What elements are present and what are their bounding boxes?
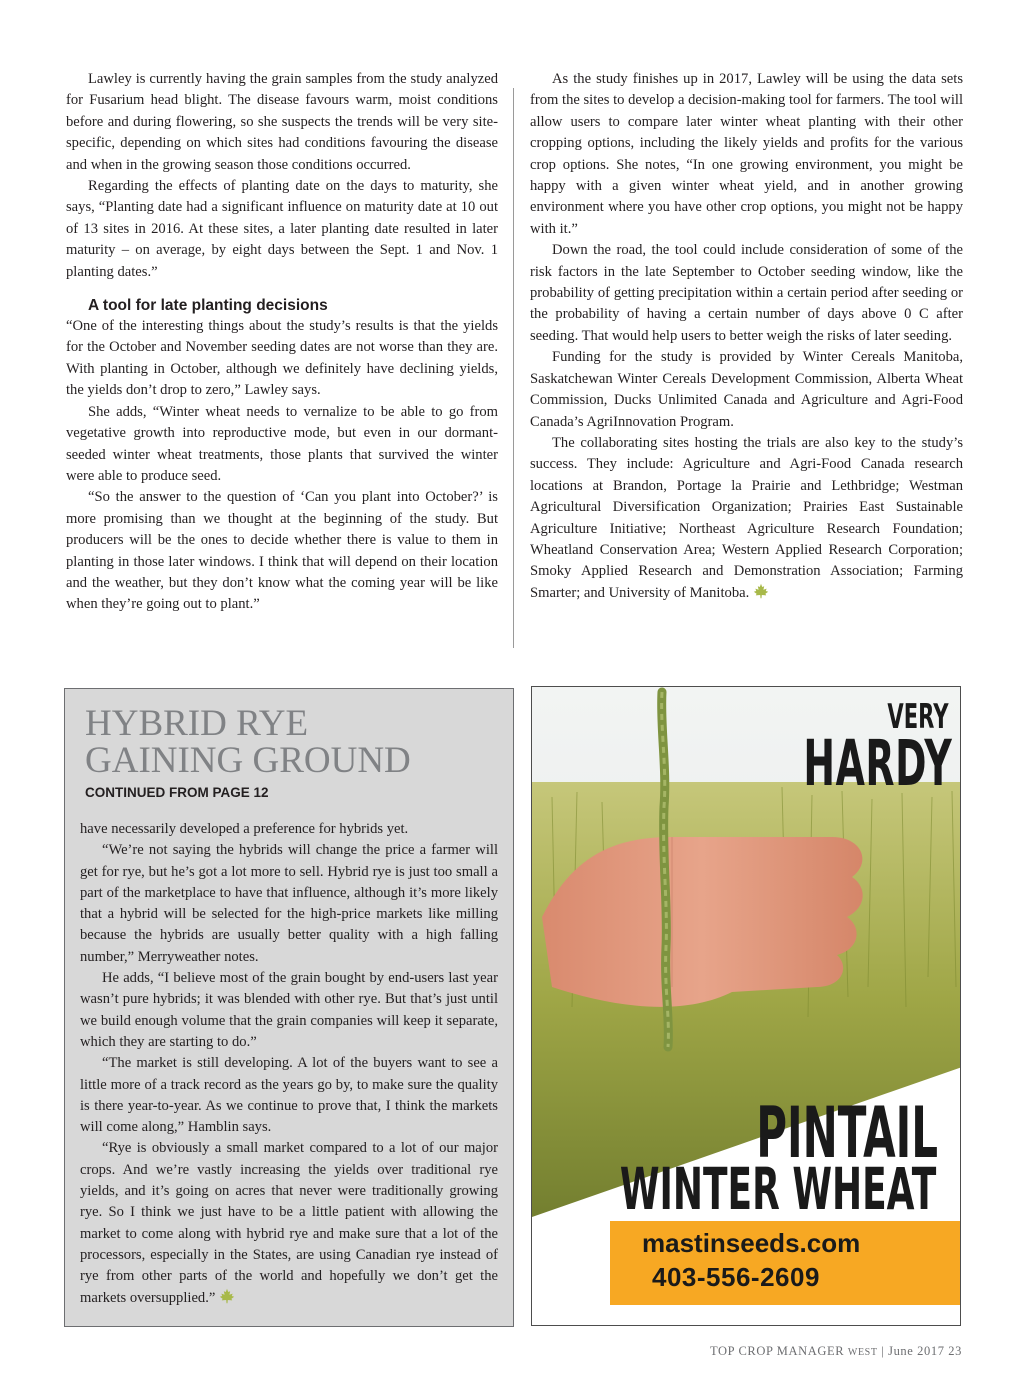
page-footer	[710, 1344, 962, 1359]
edition-label: WEST	[847, 1347, 878, 1358]
continued-from-label: CONTINUED FROM PAGE 12	[85, 785, 269, 800]
right-column	[530, 69, 963, 604]
body-paragraph: Lawley is currently having the grain samples from the study analyzed for Fusarium head blight. The disease favours warm, moist conditions before and during flowering, so she suspects the trends will be very site-specific, depending on which sites had conditions favouring the disease and when in the growing season those conditions occurred.	[66, 71, 498, 173]
sidebar-paragraph: He adds, “I believe most of the grain bought by end-users last year wasn’t pure hybrids; it was blended with other rye. But that’s just until we build enough volume that the grain companies will keep it separate, which they are starting to do.”	[80, 970, 498, 1050]
ad-product-type: WINTER WHEAT	[619, 1155, 936, 1223]
issue-date: June 2017	[888, 1344, 945, 1358]
body-paragraph: As the study finishes up in 2017, Lawley will be using the data sets from the sites to develop a decision-making tool for farmers. The tool will allow users to compare later winter wheat planting with their other cropping options, including the likely yields and profits for the various crop options. She notes, “In one growing environment, you might be happy with a given winter wheat yield, and in another growing environment where you have other crop options, you might not be happy with it.”	[530, 71, 963, 237]
body-paragraph: Down the road, the tool could include consideration of some of the risk factors in the late September to October seeding window, like the probability of getting precipitation within a certain period after seeding or the probability of having a certain number of days above 0 C after seeding. That would help users to better weigh the risks of later seeding.	[530, 242, 963, 344]
sidebar-title-line: HYBRID RYE	[85, 703, 309, 744]
sidebar-title-line: GAINING GROUND	[85, 740, 411, 781]
ad-headline-very: VERY	[886, 697, 948, 737]
sidebar-paragraph-last	[80, 1138, 498, 1308]
column-divider	[513, 88, 514, 648]
body-paragraph: “One of the interesting things about the study’s results is that the yields for the October and November seeding dates are not worse than they are. With planting in October, although we definitely have declining yields, the yields don’t drop to zero,” Lawley says.	[66, 318, 498, 399]
sidebar-paragraph: “We’re not saying the hybrids will change the price a farmer will get for rye, but he’s got a lot more to sell. Hybrid rye is just too small a part of the marketplace to have that influence, although it’s more likely that a hybrid will be selected for the high-price markets like milling because the hybrids are usually better quality with a high falling number,” Merryweather notes.	[80, 842, 498, 965]
publication-name: TOP CROP MANAGER	[710, 1344, 845, 1358]
maple-leaf-icon	[753, 583, 769, 599]
ad-product-name: PINTAIL	[756, 1092, 938, 1174]
body-paragraph: “So the answer to the question of ‘Can you plant into October?’ is more promising than we thought at the beginning of the study. But producers will be the ones to decide whether there is value to them in planting in those later windows. I think that will depend on their location and the weather, but they don’t know what the coming year will be like when they’re going out to plant.”	[66, 489, 498, 613]
body-paragraph-last	[530, 433, 963, 604]
footer-separator: |	[881, 1344, 885, 1358]
ad-phone-number: 403-556-2609	[652, 1262, 820, 1292]
continued-story-box	[64, 688, 514, 1327]
body-paragraph: Regarding the effects of planting date on the days to maturity, she says, “Planting date had a significant influence on maturity date at 10 out of 13 sites in 2016. At these sites, a later planting date resulted in later maturity – on average, by eight days between the Sept. 1 and Nov. 1 planting dates.”	[66, 178, 498, 280]
maple-leaf-icon	[219, 1288, 235, 1304]
sidebar-body	[80, 819, 498, 1309]
sidebar-paragraph: have necessarily developed a preference for hybrids yet.	[80, 821, 409, 837]
body-paragraph: She adds, “Winter wheat needs to vernalize to be able to go from vegetative growth into reproductive mode, but even in our dormant-seeded winter wheat treatments, those plants that survived the winter were able to produce seed.	[66, 403, 498, 484]
page-number: 23	[948, 1344, 962, 1358]
sidebar-title	[85, 705, 411, 779]
sidebar-paragraph: “The market is still developing. A lot of the buyers want to see a little more of a track record as the years go by, to make sure the quality is there year-to-year. As we continue to prove that, I think the markets will come along,” Hamblin says.	[80, 1055, 498, 1136]
pintail-winter-wheat-ad	[531, 686, 961, 1326]
section-subhead: A tool for late planting decisions	[88, 297, 328, 315]
ad-headline-hardy: HARDY	[803, 727, 952, 800]
body-paragraph: Funding for the study is provided by Winter Cereals Manitoba, Saskatchewan Winter Cereals Development Commission, Alberta Wheat Commission, Ducks Unlimited Canada and Agriculture and Agri-Food Canada’s AgriInnovation Program.	[530, 349, 963, 430]
left-column	[66, 69, 498, 616]
ad-website-link[interactable]: mastinseeds.com	[642, 1228, 861, 1258]
body-paragraph-text: The collaborating sites hosting the trials are also key to the study’s success. They include: Agriculture and Agri-Food Canada research locations at Brandon, Portage la Prairie and Lethbridge; Westman Agricultural Diversification Organization; Prairies East Sustainable Agriculture Initiative; Northeast Agriculture Research Foundation; Wheatland Conservation Area; Western Applied Research Corporation; Smoky Applied Research and Demonstration Association; Farming Smarter; and University of Manitoba.	[530, 434, 963, 601]
sidebar-paragraph-text: “Rye is obviously a small market compared to a lot of our major crops. And we’re vastly increasing the yields over traditional rye yields, and it’s going on acres that never were traditionally growing rye. So I think we just have to be a little patient with allowing the market to come along with hybrid rye and make sure that a lot of the processors, especially in the States, are using Canadian rye instead of rye from other parts of the world and hopefully we don’t get the markets oversupplied.”	[80, 1140, 498, 1306]
